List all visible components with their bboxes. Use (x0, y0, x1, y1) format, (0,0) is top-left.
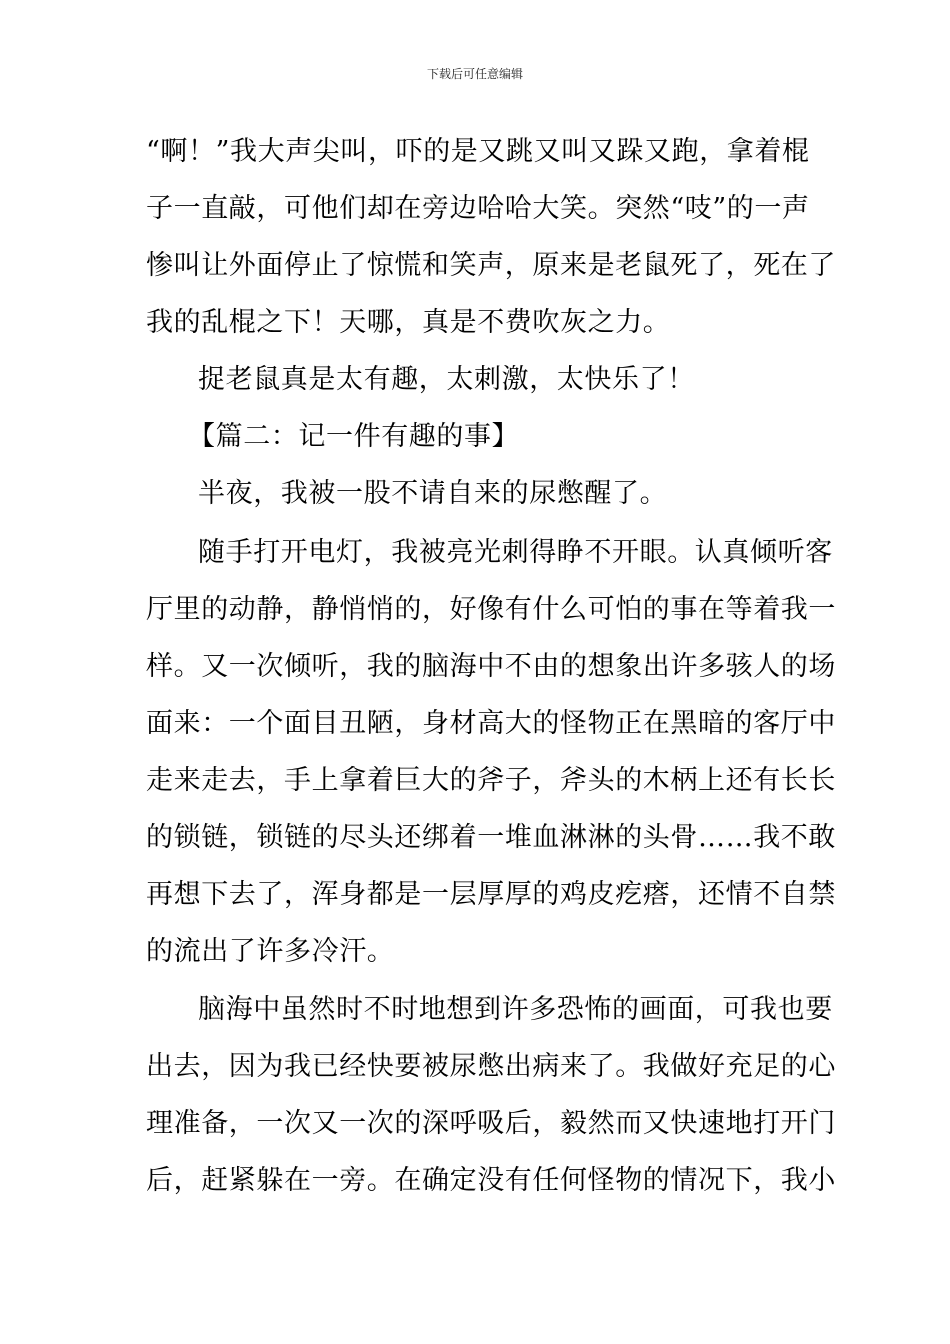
text-line: 走来走去，手上拿着巨大的斧子，斧头的木柄上还有长长 (146, 765, 836, 796)
text-line: 的流出了许多冷汗。 (146, 936, 395, 967)
text-line: 子一直敲，可他们却在旁边哈哈大笑。突然“吱”的一声 (146, 193, 810, 224)
text-line: 我的乱棍之下！天哪，真是不费吹灰之力。 (146, 307, 671, 338)
text-line: 捉老鼠真是太有趣，太刺激，太快乐了！ (198, 364, 695, 395)
text-line: 惨叫让外面停止了惊慌和笑声，原来是老鼠死了，死在了 (146, 250, 836, 281)
text-line: 后，赶紧躲在一旁。在确定没有任何怪物的情况下，我小 (146, 1165, 836, 1196)
text-line: 厅里的动静，静悄悄的，好像有什么可怕的事在等着我一 (146, 594, 836, 625)
section-heading: 【篇二：记一件有趣的事】 (188, 421, 520, 452)
text-line: 脑海中虽然时不时地想到许多恐怖的画面，可我也要 (198, 994, 833, 1025)
page-header: 下载后可任意编辑 (426, 67, 523, 81)
text-line: 出去，因为我已经快要被尿憋出病来了。我做好充足的心 (146, 1051, 836, 1082)
text-line: 随手打开电灯，我被亮光刺得睁不开眼。认真倾听客 (198, 537, 833, 568)
text-line: 再想下去了，浑身都是一层厚厚的鸡皮疙瘩，还情不自禁 (146, 879, 836, 910)
text-line: 理准备，一次又一次的深呼吸后，毅然而又快速地打开门 (146, 1108, 836, 1139)
text-line: 半夜，我被一股不请自来的尿憋醒了。 (198, 478, 668, 509)
text-line: 的锁链，锁链的尽头还绑着一堆血淋淋的头骨……我不敢 (146, 822, 836, 853)
text-line: “啊！”我大声尖叫，吓的是又跳又叫又跺又跑，拿着棍 (146, 136, 810, 167)
text-line: 样。又一次倾听，我的脑海中不由的想象出许多骇人的场 (146, 651, 836, 682)
text-line: 面来：一个面目丑陋，身材高大的怪物正在黑暗的客厅中 (146, 708, 836, 739)
